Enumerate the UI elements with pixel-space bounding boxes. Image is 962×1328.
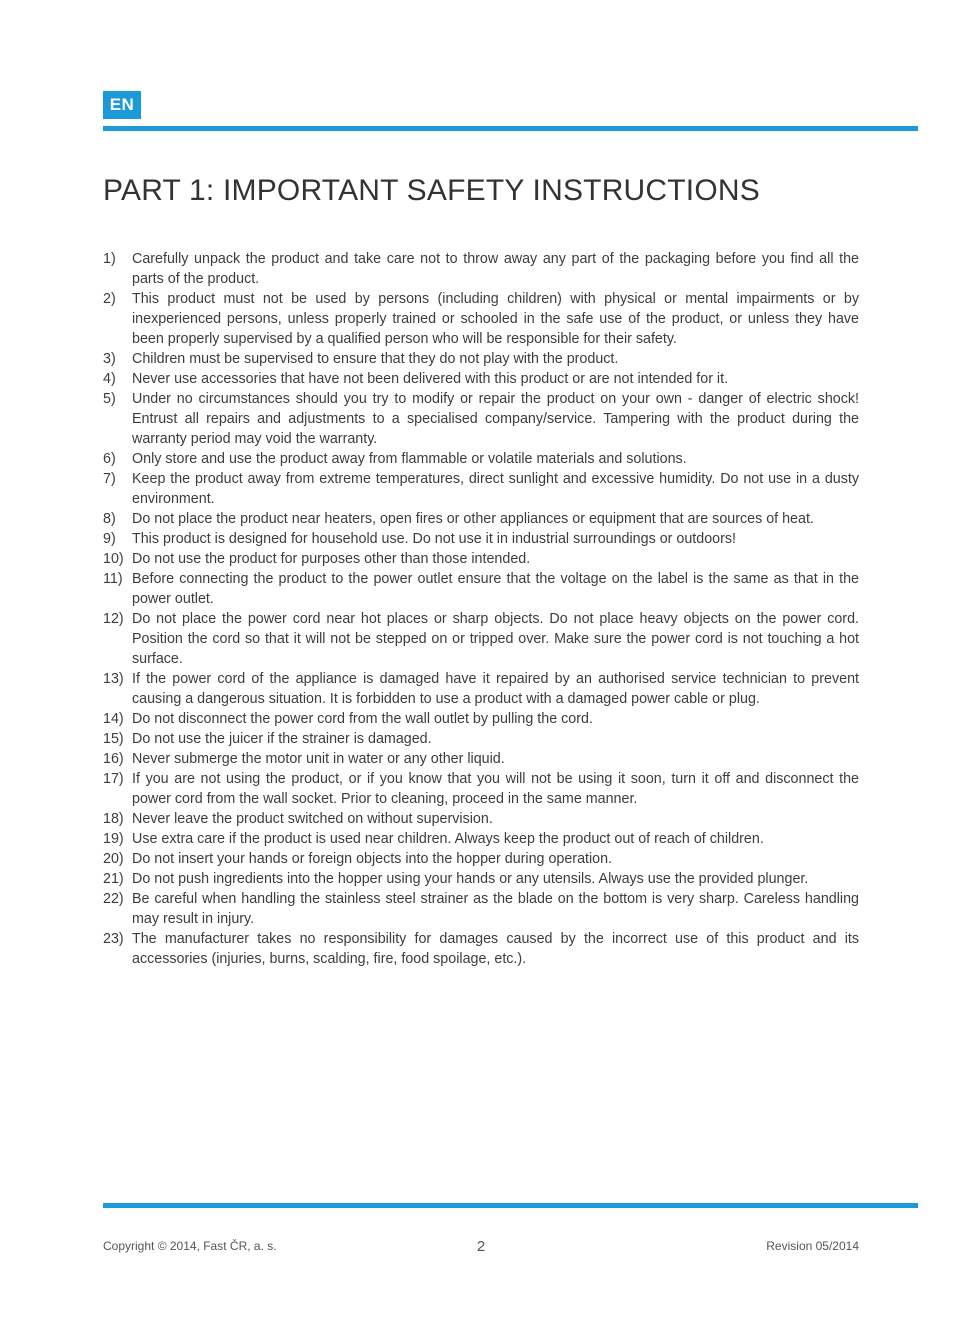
instruction-item bbox=[103, 609, 859, 669]
instruction-item bbox=[103, 249, 859, 289]
instruction-text: Children must be supervised to ensure that they do not play with the product. bbox=[132, 351, 619, 367]
instruction-item bbox=[103, 469, 859, 509]
instruction-text: This product must not be used by persons (including children) with physical or mental impairments or by inexperienced persons, unless properly trained or schooled in the safe use of the product, or unless they have been properly supervised by a qualified person who will be responsible for their safety. bbox=[132, 291, 859, 347]
instruction-number: 6) bbox=[103, 451, 116, 467]
instruction-item bbox=[103, 729, 859, 749]
instruction-number: 1) bbox=[103, 251, 116, 267]
page-title: PART 1: IMPORTANT SAFETY INSTRUCTIONS bbox=[103, 174, 760, 207]
instruction-item bbox=[103, 289, 859, 349]
instruction-number: 16) bbox=[103, 751, 124, 767]
instruction-text: Do not use the juicer if the strainer is damaged. bbox=[132, 731, 432, 747]
instruction-number: 20) bbox=[103, 851, 124, 867]
instruction-text: Under no circumstances should you try to modify or repair the product on your own - danger of electric shock! Entrust all repairs and adjustments to a specialised company/service. Tampering with the product during the warranty period may void the warranty. bbox=[132, 391, 859, 447]
instruction-number: 11) bbox=[103, 571, 123, 587]
instruction-number: 9) bbox=[103, 531, 116, 547]
instruction-text: This product is designed for household use. Do not use it in industrial surroundings or outdoors! bbox=[132, 531, 736, 547]
instruction-number: 7) bbox=[103, 471, 116, 487]
instruction-text: Carefully unpack the product and take care not to throw away any part of the packaging before you find all the parts of the product. bbox=[132, 251, 859, 287]
instruction-text: Do not place the product near heaters, open fires or other appliances or equipment that are sources of heat. bbox=[132, 511, 814, 527]
instruction-item bbox=[103, 889, 859, 929]
instruction-item bbox=[103, 809, 859, 829]
instruction-number: 15) bbox=[103, 731, 124, 747]
instruction-text: Before connecting the product to the power outlet ensure that the voltage on the label is the same as that in the power outlet. bbox=[132, 571, 859, 607]
instruction-text: Be careful when handling the stainless steel strainer as the blade on the bottom is very sharp. Careless handling may result in injury. bbox=[132, 891, 859, 927]
header-divider bbox=[103, 126, 918, 131]
instruction-item bbox=[103, 529, 859, 549]
instruction-text: Never submerge the motor unit in water or any other liquid. bbox=[132, 751, 505, 767]
instruction-item bbox=[103, 449, 859, 469]
footer-divider bbox=[103, 1203, 918, 1208]
instruction-item bbox=[103, 849, 859, 869]
instruction-number: 19) bbox=[103, 831, 124, 847]
instruction-item bbox=[103, 709, 859, 729]
language-badge: EN bbox=[103, 91, 141, 119]
instruction-item bbox=[103, 829, 859, 849]
instruction-item bbox=[103, 569, 859, 609]
instruction-text: Do not place the power cord near hot places or sharp objects. Do not place heavy objects on the power cord. Position the cord so that it will not be stepped on or tripped over. Make sure the power cord is not touching a hot surface. bbox=[132, 611, 859, 667]
instruction-number: 14) bbox=[103, 711, 124, 727]
instruction-text: Do not push ingredients into the hopper using your hands or any utensils. Always use the provided plunger. bbox=[132, 871, 809, 887]
page-number: 2 bbox=[476, 1238, 486, 1255]
footer-copyright: Copyright © 2014, Fast ČR, a. s. bbox=[103, 1239, 277, 1253]
instruction-text: Keep the product away from extreme temperatures, direct sunlight and excessive humidity. Do not use in a dusty environment. bbox=[132, 471, 859, 507]
instruction-number: 22) bbox=[103, 891, 124, 907]
instruction-number: 23) bbox=[103, 931, 124, 947]
instruction-number: 8) bbox=[103, 511, 116, 527]
instruction-item bbox=[103, 669, 859, 709]
instruction-item bbox=[103, 929, 859, 969]
instruction-text: Do not use the product for purposes other than those intended. bbox=[132, 551, 531, 567]
instruction-text: Only store and use the product away from flammable or volatile materials and solutions. bbox=[132, 451, 687, 467]
instruction-item bbox=[103, 349, 859, 369]
instruction-text: If the power cord of the appliance is damaged have it repaired by an authorised service technician to prevent causing a dangerous situation. It is forbidden to use a product with a damaged power cable or plug. bbox=[132, 671, 859, 707]
instruction-text: Use extra care if the product is used near children. Always keep the product out of reach of children. bbox=[132, 831, 764, 847]
instruction-number: 2) bbox=[103, 291, 116, 307]
instruction-number: 17) bbox=[103, 771, 124, 787]
instruction-number: 13) bbox=[103, 671, 124, 687]
instruction-item bbox=[103, 389, 859, 449]
safety-instructions-list bbox=[103, 249, 859, 969]
instruction-number: 3) bbox=[103, 351, 116, 367]
instruction-number: 21) bbox=[103, 871, 124, 887]
instruction-item bbox=[103, 549, 859, 569]
instruction-item bbox=[103, 869, 859, 889]
instruction-number: 12) bbox=[103, 611, 124, 627]
footer-revision: Revision 05/2014 bbox=[766, 1239, 859, 1253]
instruction-item bbox=[103, 769, 859, 809]
instruction-item bbox=[103, 369, 859, 389]
instruction-text: Never use accessories that have not been delivered with this product or are not intended for it. bbox=[132, 371, 729, 387]
instruction-number: 10) bbox=[103, 551, 124, 567]
instruction-item bbox=[103, 509, 859, 529]
instruction-number: 18) bbox=[103, 811, 124, 827]
instruction-text: Do not insert your hands or foreign objects into the hopper during operation. bbox=[132, 851, 613, 867]
instruction-number: 5) bbox=[103, 391, 116, 407]
instruction-item bbox=[103, 749, 859, 769]
instruction-number: 4) bbox=[103, 371, 116, 387]
instruction-text: If you are not using the product, or if you know that you will not be using it soon, turn it off and disconnect the power cord from the wall socket. Prior to cleaning, proceed in the same manner. bbox=[132, 771, 859, 807]
instruction-text: The manufacturer takes no responsibility for damages caused by the incorrect use of this product and its accessories (injuries, burns, scalding, fire, food spoilage, etc.). bbox=[132, 931, 859, 967]
instruction-text: Never leave the product switched on without supervision. bbox=[132, 811, 493, 827]
instruction-text: Do not disconnect the power cord from the wall outlet by pulling the cord. bbox=[132, 711, 593, 727]
